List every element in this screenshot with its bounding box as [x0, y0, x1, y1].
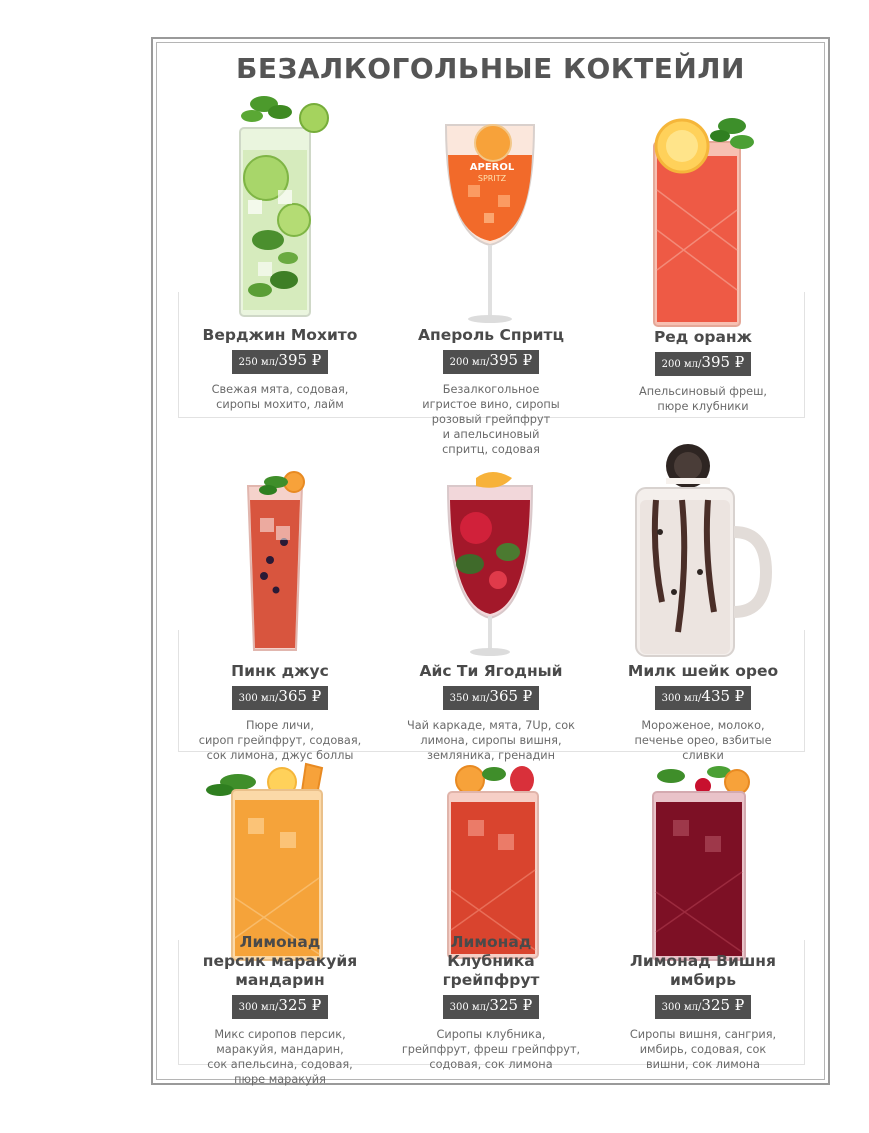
- price-amount: 395 ₽: [489, 351, 533, 369]
- item-name: Лимонад персик маракуйя мандарин: [202, 933, 358, 989]
- price-volume: 200 мл/: [449, 357, 490, 368]
- menu-item-pink-juice: [170, 662, 390, 763]
- berry-ice-tea-drink-image: [440, 468, 545, 658]
- aperol-glass-text-line2: SPRITZ: [477, 174, 507, 183]
- mojito-drink-image: [228, 90, 333, 325]
- price-amount: 435 ₽: [701, 687, 745, 705]
- price-volume: 300 мл/: [661, 1002, 702, 1013]
- item-description: Пюре личи, сироп грейпфрут, содовая, сок лимона, джус боллы: [198, 719, 362, 762]
- price-badge: [655, 352, 752, 376]
- price-volume: 350 мл/: [449, 693, 490, 704]
- item-description: Сиропы клубника, грейпфрут, фреш грейпфрут, содовая, сок лимона: [401, 1028, 581, 1071]
- price-badge: [232, 995, 329, 1019]
- item-description: Апельсиновый фреш, пюре клубники: [638, 385, 767, 413]
- menu-item-red-orange: [593, 328, 813, 414]
- item-description: Чай каркаде, мята, 7Up, сок лимона, сиропы вишня, земляника, гренадин: [407, 719, 575, 762]
- price-badge: [232, 350, 329, 374]
- aperol-glass-text-line1: APEROL: [469, 162, 515, 173]
- page-title: БЕЗАЛКОГОЛЬНЫЕ КОКТЕЙЛИ: [236, 52, 745, 85]
- price-badge: [655, 686, 752, 710]
- price-amount: 395 ₽: [278, 351, 322, 369]
- strawberry-lemonade-drink-image: [440, 760, 545, 960]
- price-badge: [443, 686, 540, 710]
- price-volume: 300 мл/: [238, 693, 279, 704]
- item-name: Лимонад Вишня имбирь: [630, 952, 776, 989]
- menu-item-virgin-mojito: [170, 326, 390, 412]
- cherry-lemonade-drink-image: [645, 762, 760, 962]
- item-description: Свежая мята, содовая, сиропы мохито, лайм: [211, 383, 349, 411]
- price-volume: 250 мл/: [238, 357, 279, 368]
- price-amount: 325 ₽: [278, 996, 322, 1014]
- pink-juice-drink-image: [240, 470, 320, 660]
- oreo-milkshake-drink-image: [630, 442, 780, 662]
- menu-item-strawberry-lemonade: [381, 933, 601, 1072]
- price-volume: 300 мл/: [449, 1002, 490, 1013]
- menu-item-aperol-spritz: [381, 326, 601, 457]
- menu-item-oreo-milkshake: [593, 662, 813, 763]
- item-name: Апероль Спритц: [417, 326, 565, 344]
- item-description: Мороженое, молоко, печенье орео, взбитые сливки: [634, 719, 772, 762]
- price-badge: [232, 686, 329, 710]
- aperol-drink-image: [438, 115, 543, 325]
- item-description: Безалкогольное игристое вино, сиропы розовый грейпфрут и апельсиновый спритц, содовая: [422, 383, 560, 456]
- price-volume: 200 мл/: [661, 359, 702, 370]
- item-name: Ред оранж: [653, 328, 753, 346]
- price-badge: [655, 995, 752, 1019]
- menu-item-cherry-lemonade: [593, 952, 813, 1072]
- price-volume: 300 мл/: [238, 1002, 279, 1013]
- item-name: Айс Ти Ягодный: [419, 662, 563, 680]
- item-name: Верджин Мохито: [202, 326, 358, 344]
- price-amount: 365 ₽: [278, 687, 322, 705]
- price-badge: [443, 995, 540, 1019]
- price-amount: 325 ₽: [701, 996, 745, 1014]
- menu-item-berry-ice-tea: [381, 662, 601, 763]
- price-amount: 365 ₽: [489, 687, 533, 705]
- price-amount: 395 ₽: [701, 353, 745, 371]
- item-description: Сиропы вишня, сангрия, имбирь, содовая, сок вишни, сок лимона: [629, 1028, 777, 1071]
- item-name: Лимонад Клубника грейпфрут: [442, 933, 540, 989]
- price-badge: [443, 350, 540, 374]
- item-description: Микс сиропов персик, маракуйя, мандарин, сок апельсина, содовая, пюре маракуйя: [207, 1028, 353, 1086]
- red-orange-drink-image: [650, 110, 765, 330]
- item-name: Пинк джус: [231, 662, 329, 680]
- price-volume: 300 мл/: [661, 693, 702, 704]
- item-name: Милк шейк орео: [627, 662, 779, 680]
- menu-item-peach-lemonade: [170, 933, 390, 1087]
- price-amount: 325 ₽: [489, 996, 533, 1014]
